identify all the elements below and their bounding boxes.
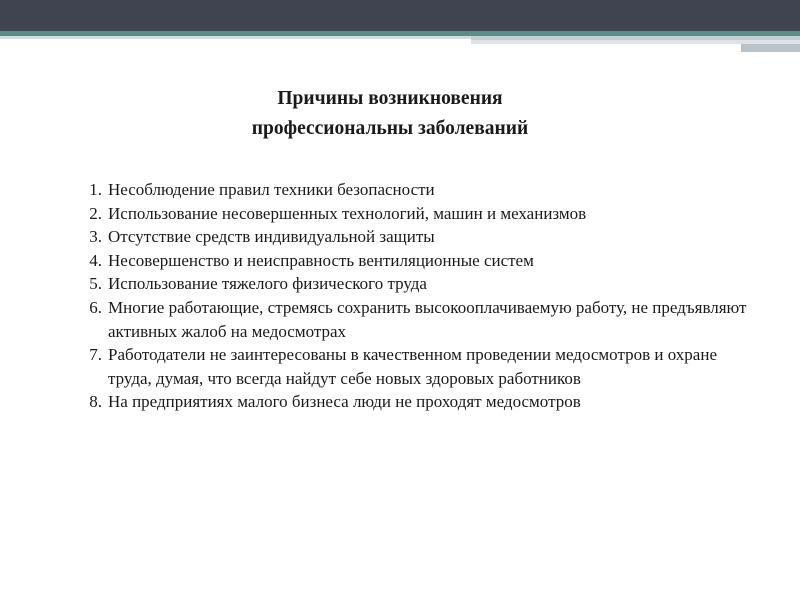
list-item — [60, 272, 750, 296]
list-item-number: 8. — [89, 392, 102, 412]
list-item-text: Отсутствие средств индивидуальной защиты — [108, 227, 435, 247]
list-item — [60, 249, 750, 273]
slide-title-line-2: профессиональны заболеваний — [251, 118, 529, 139]
list-item-number: 7. — [89, 345, 102, 365]
list-item — [60, 343, 750, 390]
list-item-text: Несовершенство и неисправность вентиляционные систем — [108, 250, 534, 270]
decorative-stripe — [741, 44, 800, 52]
list-item-number: 4. — [89, 250, 102, 270]
list-item-text: Использование тяжелого физического труда — [108, 274, 427, 294]
list-item — [60, 178, 750, 202]
causes-list — [60, 178, 750, 414]
header-bar — [0, 0, 800, 31]
list-item — [60, 225, 750, 249]
list-item-number: 1. — [89, 180, 102, 199]
list-item-text: Использование несовершенных технологий, машин и механизмов — [108, 203, 587, 223]
list-item-number: 5. — [89, 274, 102, 294]
slide-title — [140, 84, 640, 144]
list-item — [60, 390, 750, 414]
list-item-number: 3. — [89, 227, 102, 247]
list-item — [60, 296, 750, 343]
list-item-text: Работодатели не заинтересованы в качественном проведении медосмотров и охране труда, думая, что всегда найдут себе новых здоровых работников — [108, 345, 717, 388]
list-item-text: Несоблюдение правил техники безопасности — [108, 180, 435, 199]
list-item-number: 2. — [89, 203, 102, 223]
list-item-number: 6. — [89, 297, 102, 317]
decorative-stripe — [0, 36, 471, 39]
list-item — [60, 202, 750, 226]
list-item-text: На предприятиях малого бизнеса люди не проходят медосмотров — [108, 392, 581, 412]
slide-title-line-1: Причины возникновения — [277, 88, 503, 109]
list-item-text: Многие работающие, стремясь сохранить высокооплачиваемую работу, не предъявляют активных жалоб на медосмотрах — [108, 297, 747, 341]
